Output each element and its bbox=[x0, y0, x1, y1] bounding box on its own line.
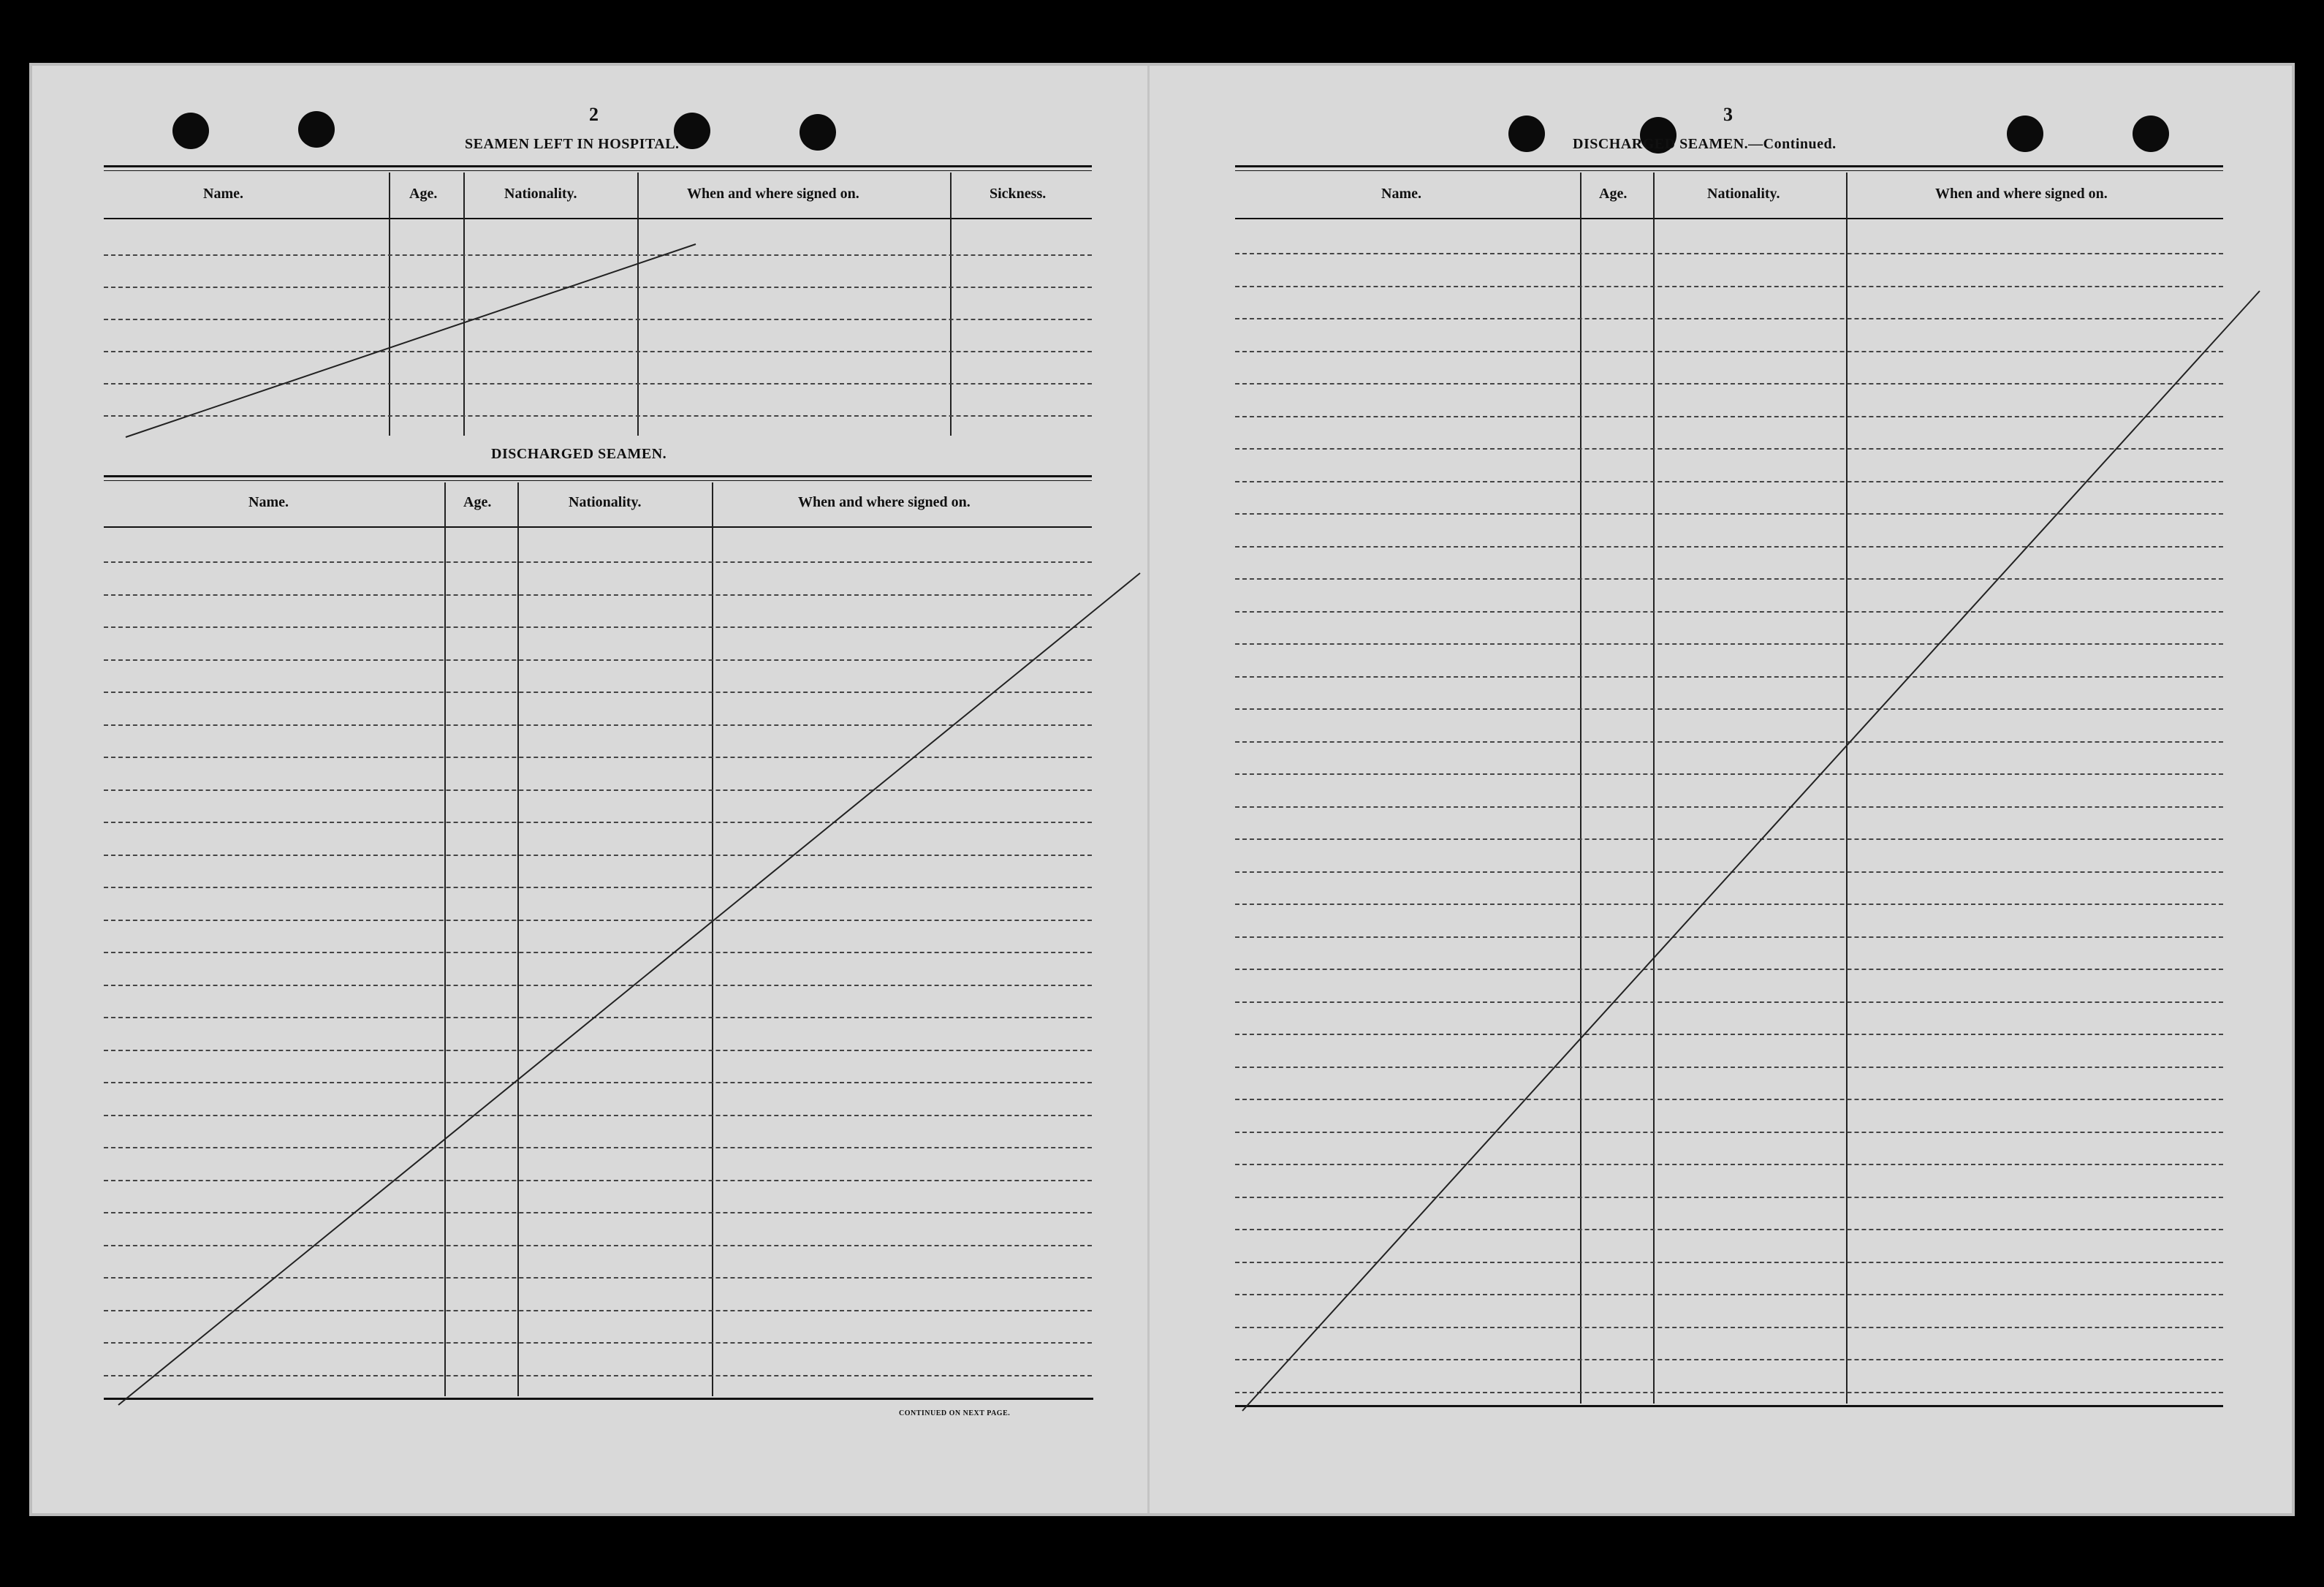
hospital-col-nationality: Nationality. bbox=[504, 186, 577, 202]
discharged-section-title: DISCHARGED SEAMEN. bbox=[491, 446, 667, 462]
discharged-continued-title: DISCHARGED SEAMEN.—Continued. bbox=[1573, 136, 1837, 152]
continued-col-signed-on: When and where signed on. bbox=[1935, 186, 2108, 202]
continued-col-nationality: Nationality. bbox=[1707, 186, 1780, 202]
page-number-left: 2 bbox=[589, 104, 599, 125]
hospital-col-sickness: Sickness. bbox=[990, 186, 1047, 202]
page-number-right: 3 bbox=[1723, 104, 1733, 125]
continued-note: CONTINUED ON NEXT PAGE. bbox=[899, 1409, 1011, 1417]
discharged-col-name: Name. bbox=[248, 494, 289, 510]
discharged-col-signed-on: When and where signed on. bbox=[798, 494, 971, 510]
cancel-stroke-continued bbox=[1242, 291, 2260, 1411]
discharged-col-age: Age. bbox=[463, 494, 492, 510]
continued-col-name: Name. bbox=[1381, 186, 1421, 202]
cancel-stroke-discharged bbox=[118, 573, 1140, 1405]
hospital-col-age: Age. bbox=[409, 186, 438, 202]
continued-col-age: Age. bbox=[1599, 186, 1628, 202]
hospital-section-title: SEAMEN LEFT IN HOSPITAL. bbox=[465, 136, 680, 152]
discharged-col-nationality: Nationality. bbox=[569, 494, 642, 510]
cancel-stroke-hospital bbox=[126, 244, 696, 437]
hospital-col-name: Name. bbox=[203, 186, 243, 202]
hospital-col-signed-on: When and where signed on. bbox=[687, 186, 859, 202]
